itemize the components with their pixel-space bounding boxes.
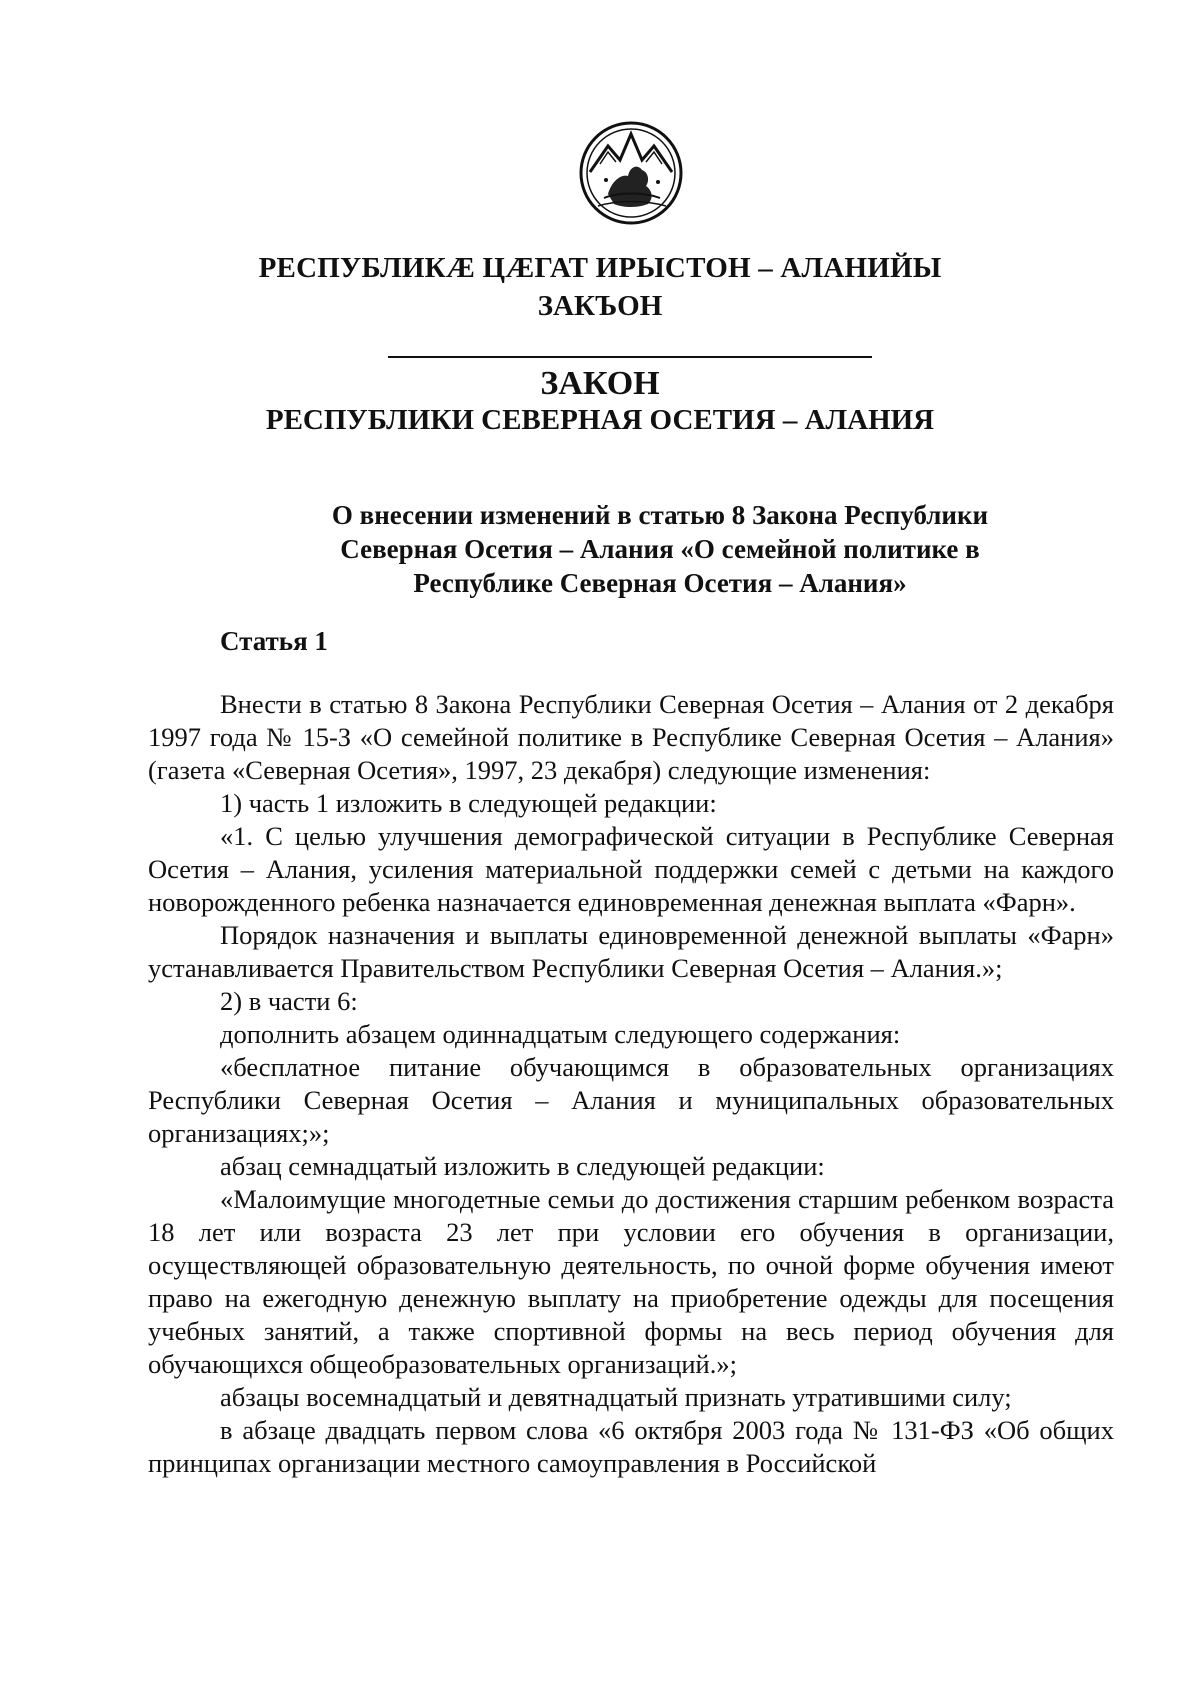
article-heading: Статья 1 — [220, 626, 328, 656]
republic-heading: РЕСПУБЛИКИ СЕВЕРНАЯ ОСЕТИЯ – АЛАНИЯ — [265, 404, 935, 436]
law-title-line: Республике Северная Осетия – Алания» — [413, 568, 907, 598]
article-body — [148, 688, 1114, 1480]
paragraph: «1. С целью улучшения демографической ситуации в Республике Северная Осетия – Алания, усиления материальной поддержки семей с детьми на каждого новорожденного ребенка назначается единовременная денежная выплата «Фарн». — [148, 821, 1114, 917]
paragraph: Порядок назначения и выплаты единовременной денежной выплаты «Фарн» устанавливается Правительством Республики Северная Осетия – Алания.»; — [148, 920, 1114, 983]
paragraph: Внести в статью 8 Закона Республики Северная Осетия – Алания от 2 декабря 1997 года № 15-З «О семейной политике в Республике Северная Осетия – Алания» (газета «Северная Осетия», 1997, 23 декабря) следующие изменения: — [148, 689, 1114, 785]
ossetian-republic-heading: РЕСПУБЛИКӔ ЦӔГАТ ИРЫСТОН – АЛАНИЙЫ — [258, 252, 942, 284]
coat-of-arms-icon — [578, 120, 684, 226]
paragraph: 1) часть 1 изложить в следующей редакции: — [220, 788, 717, 818]
paragraph: абзац семнадцатый изложить в следующей редакции: — [220, 1151, 825, 1181]
paragraph: 2) в части 6: — [220, 986, 358, 1016]
law-heading: ЗАКОН — [540, 365, 660, 402]
paragraph: абзацы восемнадцатый и девятнадцатый признать утратившими силу; — [220, 1382, 1012, 1412]
paragraph: в абзаце двадцать первом слова «6 октября 2003 года № 131-ФЗ «Об общих принципах организации местного самоуправления в Российской — [148, 1415, 1114, 1478]
paragraph: «бесплатное питание обучающимся в образовательных организациях Республики Северная Осетия – Алания и муниципальных образовательных организациях;»; — [148, 1052, 1114, 1148]
law-title-line: Северная Осетия – Алания «О семейной политике в — [340, 534, 980, 564]
paragraph: дополнить абзацем одиннадцатым следующего содержания: — [220, 1019, 901, 1049]
paragraph: «Малоимущие многодетные семьи до достижения старшим ребенком возраста 18 лет или возраста 23 лет при условии его обучения в организации, осуществляющей образовательную деятельность, по очной форме обучения имеют право на ежегодную денежную выплату на приобретение одежды для посещения учебных занятий, а также спортивной формы на весь период обучения для обучающихся общеобразовательных организаций.»; — [148, 1184, 1114, 1379]
law-title-line: О внесении изменений в статью 8 Закона Республики — [331, 500, 989, 530]
separator-line — [388, 356, 872, 358]
law-title — [260, 498, 1060, 600]
ossetian-law-heading: ЗАКЪОН — [537, 290, 663, 322]
